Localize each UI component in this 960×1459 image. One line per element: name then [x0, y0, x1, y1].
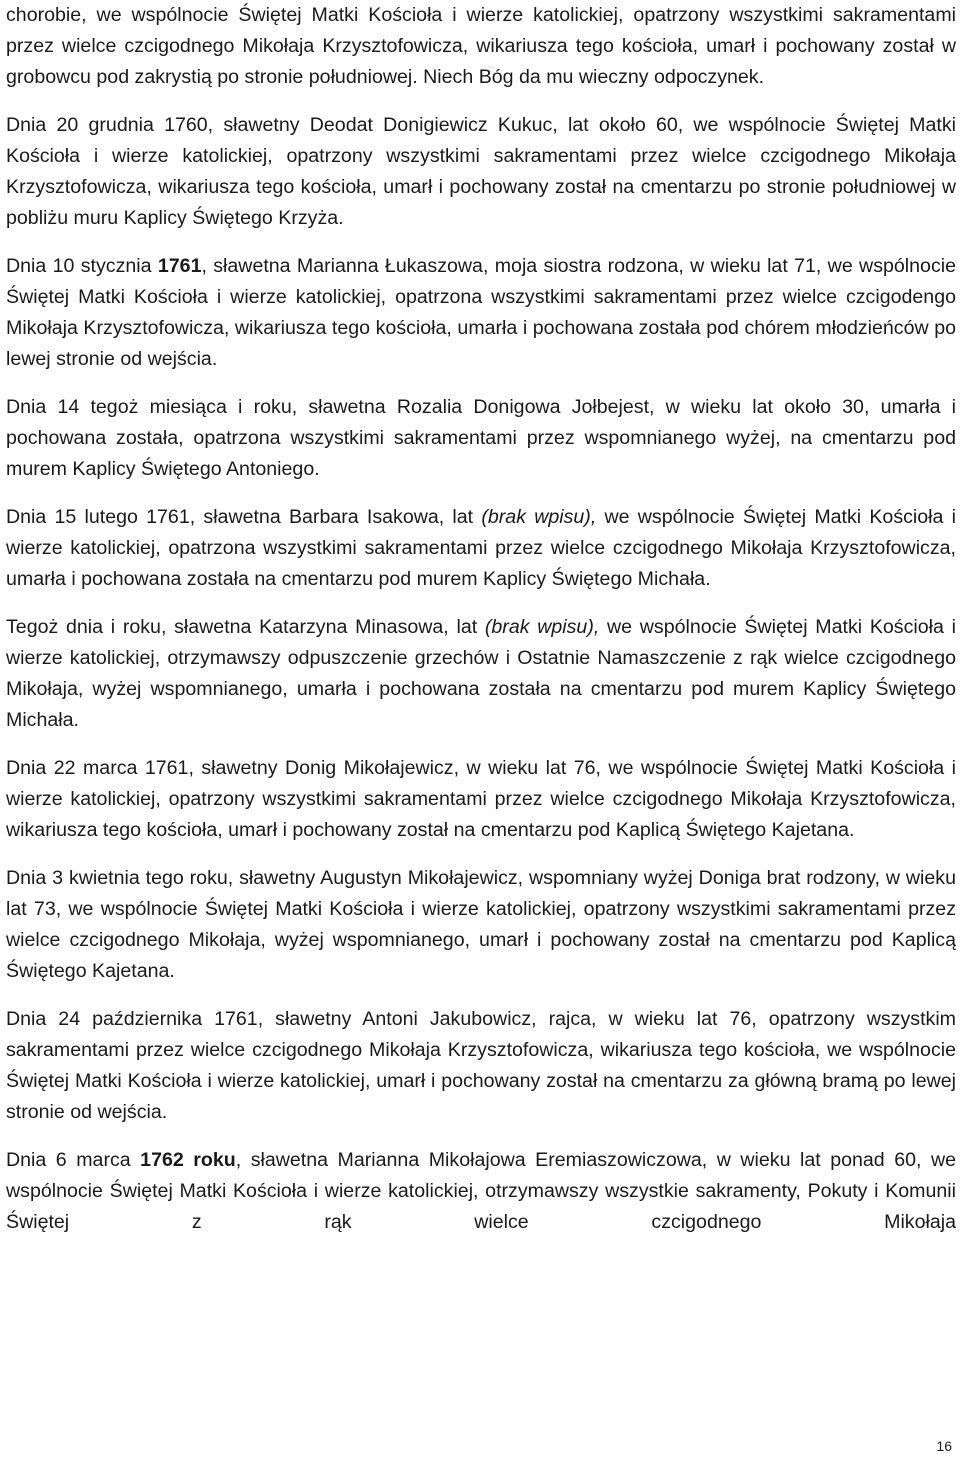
- paragraph-text: Tegoż dnia i roku, sławetna Katarzyna Minasowa, lat: [6, 616, 485, 638]
- paragraph-text: Dnia 10 stycznia: [6, 255, 158, 277]
- record-paragraph: [6, 502, 956, 595]
- paragraph-text: we wspólnocie Świętej Matki Kościoła i wierze katolickiej, otrzymawszy odpuszczenie grzechów i Ostatnie Namaszczenie z rąk wielce czcigodnego Mikołaja, wyżej wspomnianego, umarła i pochowana została na cmentarzu pod murem Kaplicy Świętego Michała.: [6, 616, 956, 731]
- record-paragraph: [6, 110, 956, 234]
- paragraph-text: Dnia 3 kwietnia tego roku, sławetny Augustyn Mikołajewicz, wspomniany wyżej Doniga brat rodzony, w wieku lat 73, we wspólnocie Świętej Matki Kościoła i wierze katolickiej, opatrzony wszystkimi sakramentami przez wielce czcigodnego Mikołaja, wyżej wspomnianego, umarł i pochowany został na cmentarzu pod Kaplicą Świętego Kajetana.: [6, 867, 956, 982]
- bold-text: 1762 roku: [140, 1149, 236, 1171]
- record-paragraph: [6, 1004, 956, 1128]
- paragraph-text: Dnia 14 tegoż miesiąca i roku, sławetna Rozalia Donigowa Jołbejest, w wieku lat około 30, umarła i pochowana została, opatrzona wszystkimi sakramentami przez wspomnianego wyżej, na cmentarzu pod murem Kaplicy Świętego Antoniego.: [6, 396, 956, 480]
- italic-text: (brak wpisu),: [484, 616, 600, 638]
- paragraph-text: Dnia 20 grudnia 1760, sławetny Deodat Donigiewicz Kukuc, lat około 60, we wspólnocie Świętej Matki Kościoła i wierze katolickiej, opatrzony wszystkimi sakramentami przez wielce czcigodnego Mikołaja Krzysztofowicza, wikariusza tego kościoła, umarł i pochowany został na cmentarzu po stronie południowej w pobliżu muru Kaplicy Świętego Krzyża.: [6, 114, 956, 229]
- paragraph-text: Dnia 6 marca: [6, 1149, 141, 1171]
- paragraph-text: , sławetna Marianna Łukaszowa, moja siostra rodzona, w wieku lat 71, we wspólnocie Świętej Matki Kościoła i wierze katolickiej, opatrzona wszystkimi sakramentami przez wielce czcigodengo Mikołaja Krzysztofowicza, wikariusza tego kościoła, umarła i pochowana została pod chórem młodzieńców po lewej stronie od wejścia.: [6, 255, 956, 370]
- record-paragraph: [6, 392, 956, 485]
- record-paragraph: [6, 612, 956, 736]
- record-paragraph: [6, 1145, 956, 1238]
- record-paragraph: [6, 753, 956, 846]
- paragraph-text: Dnia 15 lutego 1761, sławetna Barbara Isakowa, lat: [6, 506, 482, 528]
- page-number: 16: [936, 1438, 952, 1454]
- record-paragraph: [6, 251, 956, 375]
- italic-text: (brak wpisu),: [481, 506, 597, 528]
- bold-text: 1761: [157, 255, 202, 277]
- paragraph-text: Dnia 22 marca 1761, sławetny Donig Mikołajewicz, w wieku lat 76, we wspólnocie Świętej Matki Kościoła i wierze katolickiej, opatrzony wszystkimi sakramentami przez wielce czcigodnego Mikołaja Krzysztofowicza, wikariusza tego kościoła, umarł i pochowany został na cmentarzu pod Kaplicą Świętego Kajetana.: [6, 757, 956, 841]
- document-body: [6, 0, 956, 1238]
- paragraph-text: chorobie, we wspólnocie Świętej Matki Kościoła i wierze katolickiej, opatrzony wszystkimi sakramentami przez wielce czcigodnego Mikołaja Krzysztofowicza, wikariusza tego kościoła, umarł i pochowany został w grobowcu pod zakrystią po stronie południowej. Niech Bóg da mu wieczny odpoczynek.: [6, 4, 956, 88]
- record-paragraph: [6, 863, 956, 987]
- paragraph-text: Dnia 24 października 1761, sławetny Antoni Jakubowicz, rajca, w wieku lat 76, opatrzony wszystkim sakramentami przez wielce czcigodnego Mikołaja Krzysztofowicza, wikariusza tego kościoła, we wspólnocie Świętej Matki Kościoła i wierze katolickiej, umarł i pochowany został na cmentarzu za główną bramą po lewej stronie od wejścia.: [6, 1008, 956, 1123]
- record-paragraph: [6, 0, 956, 93]
- paragraph-text: we wspólnocie Świętej Matki Kościoła i wierze katolickiej, opatrzona wszystkimi sakramentami przez wielce czcigodnego Mikołaja Krzysztofowicza, umarła i pochowana została na cmentarzu pod murem Kaplicy Świętego Michała.: [6, 506, 956, 590]
- paragraph-text: , sławetna Marianna Mikołajowa Eremiaszowiczowa, w wieku lat ponad 60, we wspólnocie Świętej Matki Kościoła i wierze katolickiej, otrzymawszy wszystkie sakramenty, Pokuty i Komunii Świętej z rąk wielce czcigodnego Mikołaja: [6, 1149, 956, 1233]
